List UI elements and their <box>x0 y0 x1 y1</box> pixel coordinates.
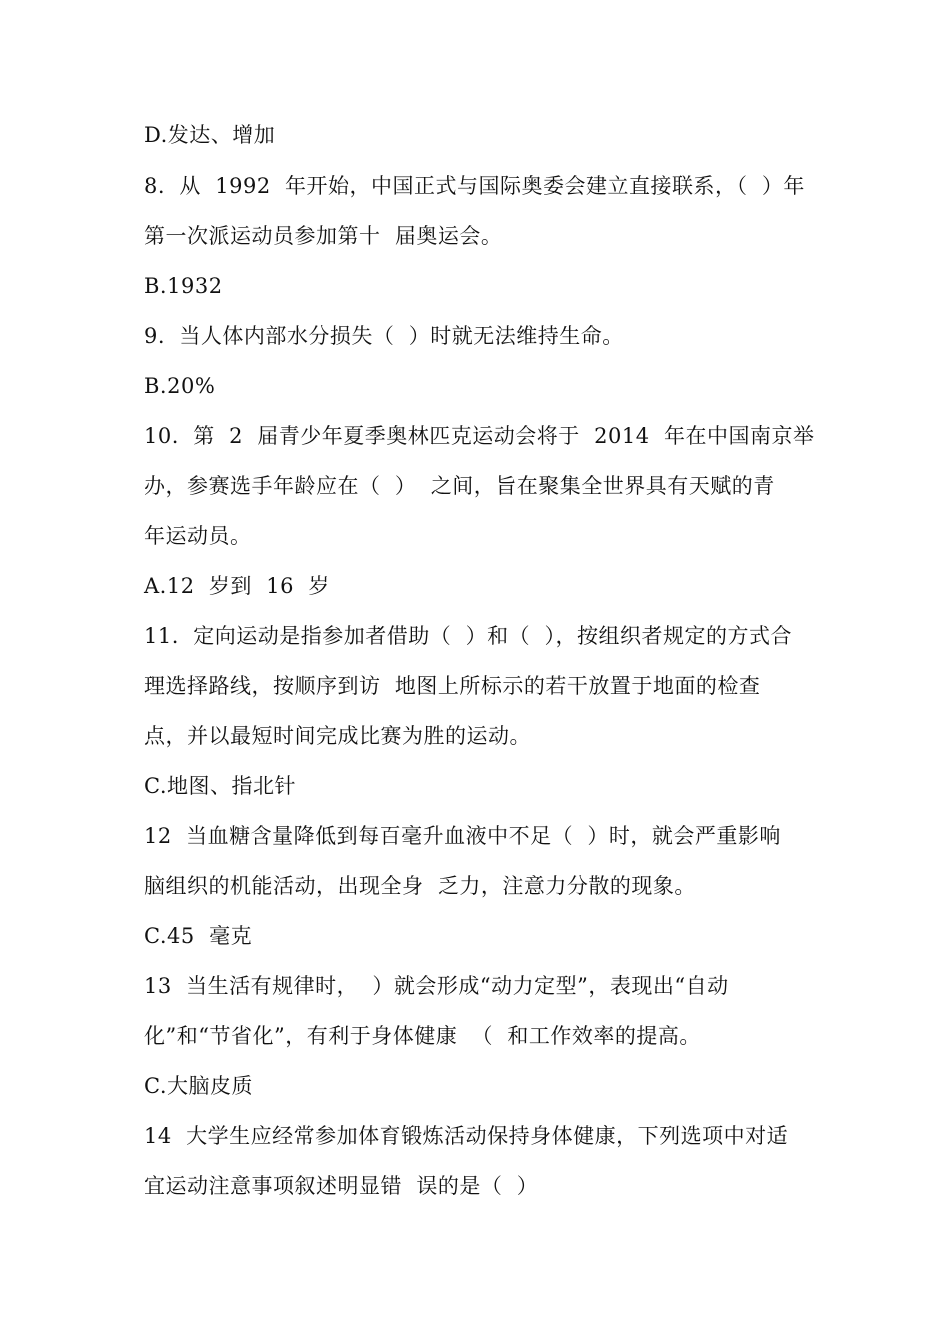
question-9: 9. 当人体内部水分损失（ ）时就无法维持生命。 <box>144 324 624 348</box>
question-10-line-3: 年运动员。 <box>144 524 252 548</box>
question-10-line-2: 办，参赛选手年龄应在（ ） 之间，旨在聚集全世界具有天赋的青 <box>144 474 775 498</box>
answer-9-b: B.20% <box>144 374 216 398</box>
question-13-line-1: 13 当生活有规律时， ）就会形成“动力定型”，表现出“自动 <box>144 974 729 998</box>
question-13-line-2: 化”和“节省化”，有利于身体健康 （ 和工作效率的提高。 <box>144 1024 701 1048</box>
answer-11-c: C.地图、指北针 <box>144 774 296 798</box>
question-8-line-2: 第一次派运动员参加第十 届奥运会。 <box>144 224 503 248</box>
answer-10-a: A.12 岁到 16 岁 <box>144 574 330 598</box>
question-14-line-2: 宜运动注意事项叙述明显错 误的是（ ） <box>144 1174 539 1198</box>
question-11-line-2: 理选择路线，按顺序到访 地图上所标示的若干放置于地面的检查 <box>144 674 761 698</box>
question-10-line-1: 10. 第 2 届青少年夏季奥林匹克运动会将于 2014 年在中国南京举 <box>144 424 815 448</box>
question-14-line-1: 14 大学生应经常参加体育锻炼活动保持身体健康，下列选项中对适 <box>144 1124 789 1148</box>
question-12-line-2: 脑组织的机能活动，出现全身 乏力，注意力分散的现象。 <box>144 874 696 898</box>
answer-8-b: B.1932 <box>144 274 223 298</box>
question-11-line-1: 11. 定向运动是指参加者借助（ ）和（ ），按组织者规定的方式合 <box>144 624 792 648</box>
answer-13-c: C.大脑皮质 <box>144 1074 253 1098</box>
question-8-line-1: 8. 从 1992 年开始，中国正式与国际奥委会建立直接联系，（ ）年 <box>144 174 805 198</box>
answer-12-c: C.45 毫克 <box>144 924 253 948</box>
question-11-line-3: 点，并以最短时间完成比赛为胜的运动。 <box>144 724 531 748</box>
answer-7-d: D.发达、增加 <box>144 123 276 147</box>
question-12-line-1: 12 当血糖含量降低到每百毫升血液中不足（ ）时，就会严重影响 <box>144 824 781 848</box>
